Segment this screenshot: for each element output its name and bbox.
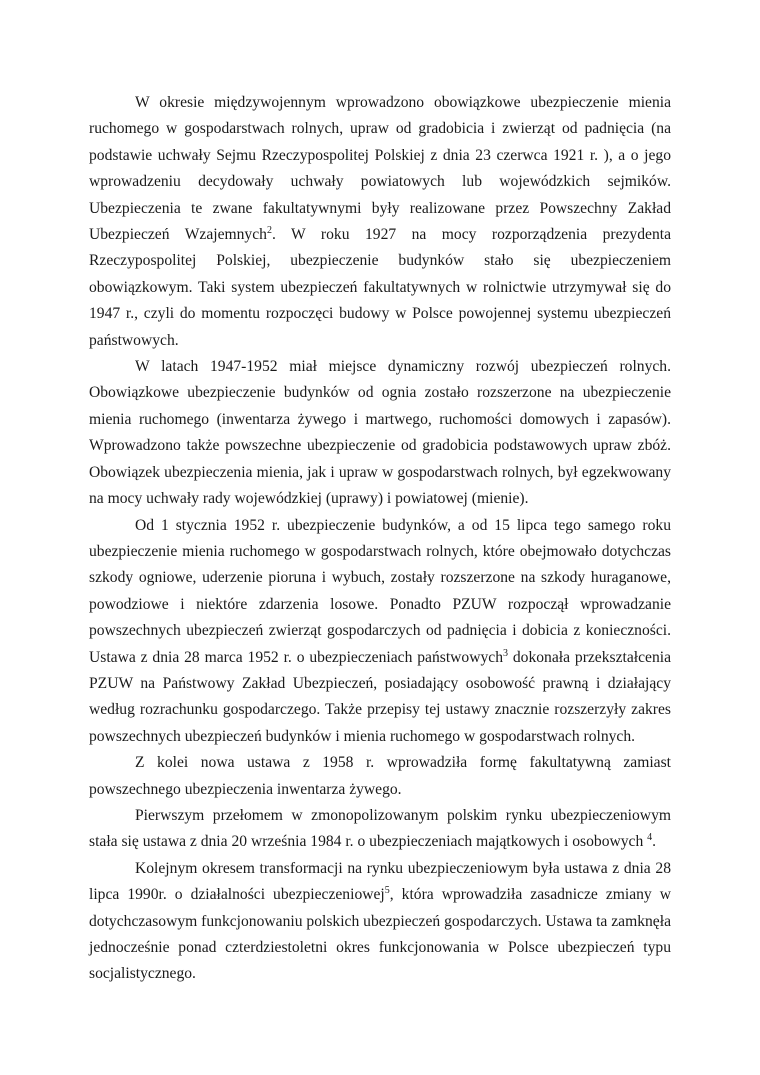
paragraph-text: . <box>652 833 657 851</box>
paragraph-text: Pierwszym przełomem w zmonopolizowanym polskim rynku ubezpieczeniowym stała się ustawa z dnia 20 września 1984 r. o ubezpieczeniach majątkowych i osobowych <box>89 806 671 851</box>
paragraph-1990 <box>89 856 671 988</box>
paragraph-text: Z kolei nowa ustawa z 1958 r. wprowadziła formę fakultatywną zamiast powszechnego ubezpieczenia inwentarza żywego. <box>89 754 671 798</box>
footnote-ref-5: 5 <box>384 885 390 896</box>
footnote-ref-4: 4 <box>647 832 653 844</box>
document-body <box>89 90 671 988</box>
paragraph-text: Od 1 stycznia 1952 r. ubezpieczenie budynków, a od 15 lipca tego samego roku ubezpieczenie mienia ruchomego w gospodarstwach rolnych, które obejmowało dotychczas szkody ogniowe, uderzenie pioruna i wybuch, zostały rozszerzone na szkody huraganowe, powodziowe i niektóre zdarzenia losowe. Ponadto PZUW rozpoczął wprowadzanie powszechnych ubezpieczeń zwierząt gospodarczych od padnięcia i dobicia z konieczności. Ustawa z dnia 28 marca 1952 r. o ubezpieczeniach państwowych <box>89 516 671 666</box>
paragraph-1984 <box>89 803 671 856</box>
paragraph-1947-1952 <box>89 354 671 512</box>
paragraph-text: W okresie międzywojennym wprowadzono obowiązkowe ubezpieczenie mienia ruchomego w gospodarstwach rolnych, upraw od gradobicia i zwierząt od padnięcia (na podstawie uchwały Sejmu Rzeczypospolitej Polskiej z dnia 23 czerwca 1921 r. ), a o jego wprowadzeniu decydowały uchwały powiatowych lub wojewódzkich sejmików. Ubezpieczenia te zwane fakultatywnymi były realizowane przez Powszechny Zakład Ubezpieczeń Wzajemnych <box>89 94 671 244</box>
paragraph-text: Kolejnym okresem transformacji na rynku ubezpieczeniowym była ustawa z dnia 28 lipca 1990r. o działalności ubezpieczeniowej <box>89 859 671 904</box>
paragraph-text: dokonała przekształcenia PZUW na Państwowy Zakład Ubezpieczeń, posiadający osobowość prawną i działający według rozrachunku gospodarczego. Także przepisy tej ustawy znacznie rozszerzyły zakres powszechnych ubezpieczeń budynków i mienia ruchomego w gospodarstwach rolnych. <box>89 648 671 745</box>
paragraph-text: W latach 1947-1952 miał miejsce dynamiczny rozwój ubezpieczeń rolnych. Obowiązkowe ubezpieczenie budynków od ognia zostało rozszerzone na ubezpieczenie mienia ruchomego (inwentarza żywego i martwego, ruchomości domowych i zapasów). Wprowadzono także powszechne ubezpieczenie od gradobicia podstawowych upraw zbóż. Obowiązek ubezpieczenia mienia, jak i upraw w gospodarstwach rolnych, był egzekwowany na mocy uchwały rady wojewódzkiej (uprawy) i powiatowej (mienie). <box>89 358 671 508</box>
paragraph-text: . W roku 1927 na mocy rozporządzenia prezydenta Rzeczypospolitej Polskiej, ubezpieczenie budynków stało się ubezpieczeniem obowiązkowym. Taki system ubezpieczeń fakultatywnych w rolnictwie utrzymywał się do 1947 r., czyli do momentu rozpoczęci budowy w Polsce powojennej systemu ubezpieczeń państwowych. <box>89 226 671 349</box>
footnote-ref-3: 3 <box>503 647 508 659</box>
paragraph-interwar <box>89 90 671 354</box>
footnote-ref-2: 2 <box>266 224 272 236</box>
paragraph-1952 <box>89 513 671 751</box>
paragraph-1958 <box>89 750 671 803</box>
paragraph-text: , która wprowadziła zasadnicze zmiany w dotychczasowym funkcjonowaniu polskich ubezpieczeń gospodarczych. Ustawa ta zamknęła jednocześnie ponad czterdziestoletni okres funkcjonowania w Polsce ubezpieczeń typu socjalistycznego. <box>89 886 672 983</box>
